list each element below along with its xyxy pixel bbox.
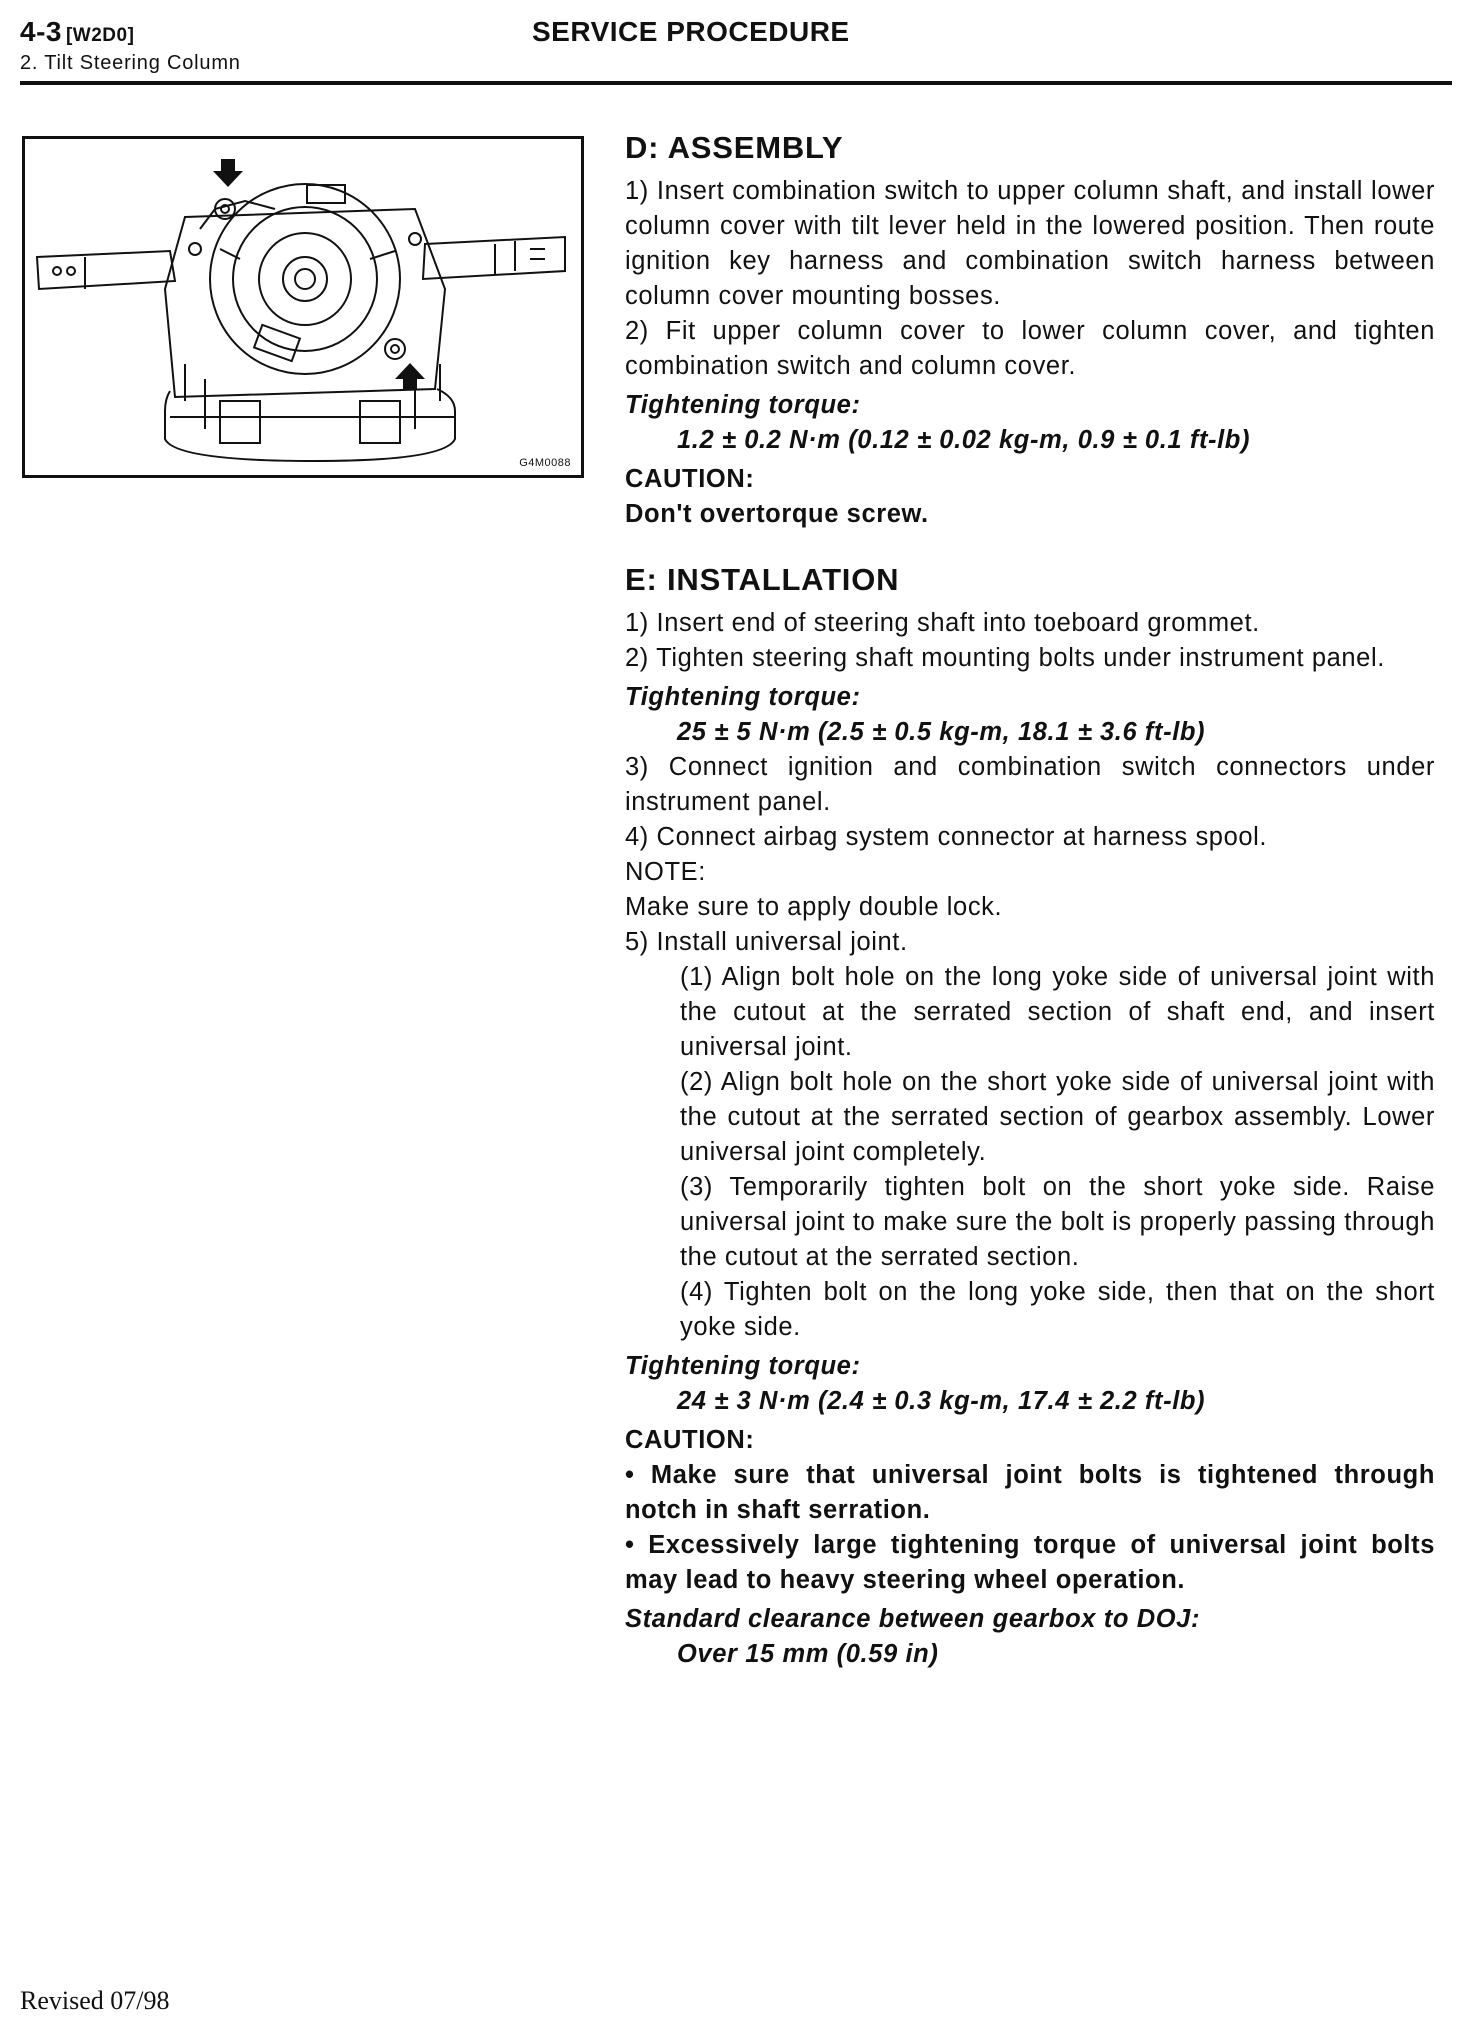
installation-step-3: 3) Connect ignition and combination switch connectors under instrument panel. bbox=[625, 753, 1435, 816]
installation-step-2: 2) Tighten steering shaft mounting bolts under instrument panel. bbox=[625, 644, 1385, 672]
steering-column-figure bbox=[22, 136, 584, 478]
assembly-torque-label: Tightening torque: bbox=[625, 391, 861, 419]
installation-torque-1-label: Tightening torque: bbox=[625, 683, 861, 711]
assembly-torque-value: 1.2 ± 0.2 N·m (0.12 ± 0.02 kg-m, 0.9 ± 0.1 ft-lb) bbox=[677, 426, 1251, 454]
page-number: 4-3 [W2D0] bbox=[20, 16, 135, 47]
section-code: [W2D0] bbox=[65, 25, 135, 46]
installation-step-5: 5) Install universal joint. bbox=[625, 928, 908, 956]
installation-torque-1-value: 25 ± 5 N·m (2.5 ± 0.5 kg-m, 18.1 ± 3.6 ft-lb) bbox=[677, 718, 1206, 746]
page-title: SERVICE PROCEDURE bbox=[532, 16, 850, 47]
clearance-value: Over 15 mm (0.59 in) bbox=[677, 1640, 939, 1668]
installation-heading: E: INSTALLATION bbox=[625, 562, 900, 597]
figure-code: G4M0088 bbox=[519, 457, 571, 469]
header-rule bbox=[20, 81, 1452, 85]
step-5-substeps bbox=[625, 960, 1435, 1345]
clearance-label: Standard clearance between gearbox to DOJ: bbox=[625, 1605, 1201, 1633]
combination-switch-illustration bbox=[25, 139, 581, 475]
note-text: Make sure to apply double lock. bbox=[625, 893, 1003, 921]
installation-caution-1: • Make sure that universal joint bolts is tightened through notch in shaft serration. bbox=[625, 1461, 1435, 1524]
assembly-heading: D: ASSEMBLY bbox=[625, 130, 844, 165]
installation-caution-2: • Excessively large tightening torque of universal joint bolts may lead to heavy steering wheel operation. bbox=[625, 1531, 1435, 1594]
page-subtitle: 2. Tilt Steering Column bbox=[20, 52, 241, 74]
substep-1: (1) Align bolt hole on the long yoke side of universal joint with the cutout at the serrated section of shaft end, and insert universal joint. bbox=[680, 963, 1435, 1061]
installation-torque-2-value: 24 ± 3 N·m (2.4 ± 0.3 kg-m, 17.4 ± 2.2 ft-lb) bbox=[677, 1387, 1206, 1415]
installation-torque-2-label: Tightening torque: bbox=[625, 1352, 861, 1380]
note-label: NOTE: bbox=[625, 858, 706, 886]
revised-date: Revised 07/98 bbox=[20, 1986, 170, 2015]
substep-2: (2) Align bolt hole on the short yoke side of universal joint with the cutout at the serrated section of gearbox assembly. Lower universal joint completely. bbox=[680, 1068, 1435, 1166]
procedure-text bbox=[625, 128, 1435, 1672]
installation-caution-label: CAUTION: bbox=[625, 1426, 755, 1454]
installation-step-4: 4) Connect airbag system connector at harness spool. bbox=[625, 823, 1268, 851]
substep-4: (4) Tighten bolt on the long yoke side, then that on the short yoke side. bbox=[680, 1278, 1435, 1341]
assembly-step-1: 1) Insert combination switch to upper column shaft, and install lower column cover with tilt lever held in the lowered position. Then route ignition key harness and combination switch harness between column cover mounting bosses. bbox=[625, 177, 1435, 310]
assembly-step-2: 2) Fit upper column cover to lower column cover, and tighten combination switch and column cover. bbox=[625, 317, 1435, 380]
substep-3: (3) Temporarily tighten bolt on the short yoke side. Raise universal joint to make sure the bolt is properly passing through the cutout at the serrated section. bbox=[680, 1173, 1435, 1271]
assembly-caution-label: CAUTION: bbox=[625, 465, 755, 493]
assembly-caution-text: Don't overtorque screw. bbox=[625, 500, 929, 528]
installation-step-1: 1) Insert end of steering shaft into toeboard grommet. bbox=[625, 609, 1260, 637]
